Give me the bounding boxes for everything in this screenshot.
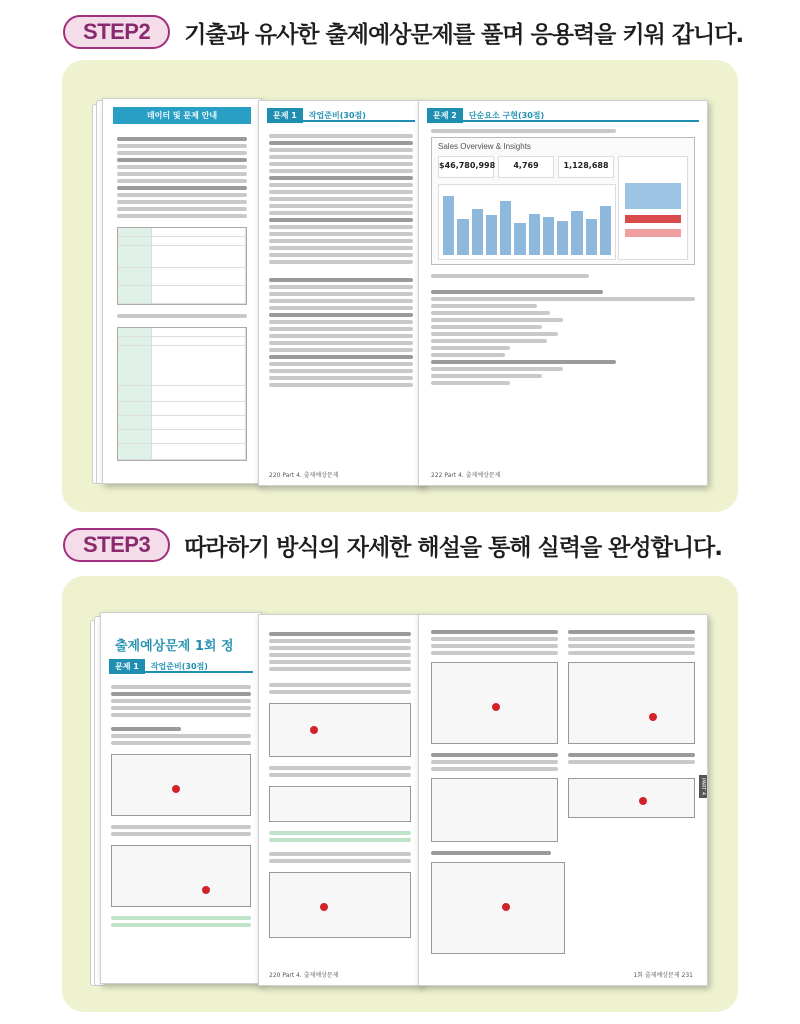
- step3-preview-panel: [62, 576, 738, 1012]
- problem1-tag: 문제 1: [267, 108, 303, 123]
- kpi-count: 4,769: [513, 161, 539, 170]
- problem1-title: 작업준비(30점): [145, 659, 253, 673]
- bar-chart: [438, 184, 616, 260]
- step3-heading: [0, 515, 800, 575]
- page-footer: 220 Part 4. 출제예상문제: [269, 472, 339, 479]
- page-footer: 220 Part 4. 출제예상문제: [269, 972, 339, 979]
- data-guide-header: 데이터 및 문제 안내: [113, 107, 251, 124]
- step3-middle-page: [258, 614, 422, 986]
- step2-right-page: [418, 100, 708, 486]
- problem2-title: 단순요소 구현(30점): [463, 108, 699, 122]
- kpi-quantity: 1,128,688: [563, 161, 609, 170]
- step3-right-page: [418, 614, 708, 986]
- data-table-1: [117, 227, 247, 305]
- step3-left-page: [100, 612, 262, 984]
- step2-heading: [0, 2, 800, 62]
- step2-left-page: [102, 98, 262, 484]
- step3-badge: STEP3: [63, 528, 170, 562]
- part-side-tab: PART 4: [699, 775, 707, 798]
- dashboard-title: Sales Overview & Insights: [438, 142, 531, 151]
- round-header: 출제예상문제 1회 정: [115, 639, 234, 654]
- problem2-tag: 문제 2: [427, 108, 463, 123]
- page-footer: 222 Part 4. 출제예상문제: [431, 472, 501, 479]
- dashboard-screenshot: [431, 137, 695, 265]
- step2-badge: STEP2: [63, 15, 170, 49]
- step2-middle-page: [258, 100, 424, 486]
- problem1-title: 작업준비(30점): [303, 108, 415, 122]
- problem1-tag: 문제 1: [109, 659, 145, 674]
- step2-preview-panel: [62, 60, 738, 512]
- side-charts: [618, 156, 688, 260]
- step3-title: 따라하기 방식의 자세한 해설을 통해 실력을 완성합니다.: [184, 534, 722, 561]
- step2-title: 기출과 유사한 출제예상문제를 풀며 응용력을 키워 갑니다.: [184, 21, 744, 48]
- page-footer: 1회 출제예상문제 231: [633, 972, 693, 979]
- kpi-sales: $46,780,998: [439, 161, 496, 170]
- data-table-2: [117, 327, 247, 461]
